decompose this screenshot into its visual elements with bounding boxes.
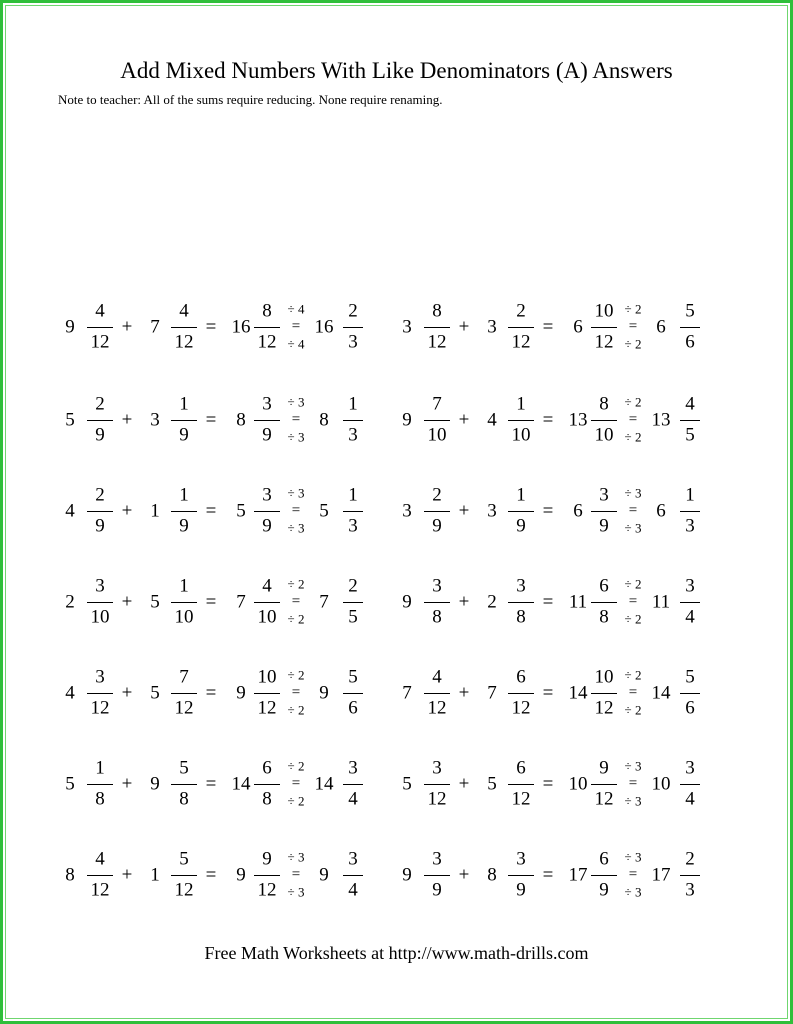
sum-whole: 14 (568, 682, 588, 704)
divisor-bottom: ÷ 4 (287, 336, 305, 352)
result-whole: 7 (319, 591, 329, 613)
equals-sign: = (205, 316, 217, 338)
addend1-denominator: 8 (95, 788, 105, 810)
divisor-top: ÷ 3 (287, 394, 305, 410)
equals-sign: = (542, 773, 554, 795)
addend1-whole: 4 (65, 500, 75, 522)
fraction-bar (508, 420, 534, 421)
addend1-whole: 7 (402, 682, 412, 704)
sum-whole: 9 (236, 682, 246, 704)
addend1-denominator: 9 (95, 515, 105, 537)
addend1-denominator: 12 (427, 788, 447, 810)
divisor-bottom: ÷ 3 (287, 520, 305, 536)
fraction-bar (254, 875, 280, 876)
fraction-bar (508, 693, 534, 694)
addend2-whole: 3 (487, 316, 497, 338)
fraction-bar (424, 693, 450, 694)
equals-sign: = (205, 591, 217, 613)
sum-whole: 9 (236, 864, 246, 886)
result-whole: 17 (651, 864, 671, 886)
addend1-numerator: 2 (432, 484, 442, 506)
divisor-top: ÷ 4 (287, 301, 305, 317)
result-denominator: 3 (348, 331, 358, 353)
equals-sign: = (542, 864, 554, 886)
sum-numerator: 3 (599, 484, 609, 506)
addend1-whole: 3 (402, 500, 412, 522)
addend2-denominator: 12 (174, 331, 194, 353)
result-whole: 6 (656, 500, 666, 522)
sum-whole: 10 (568, 773, 588, 795)
fraction-bar (680, 875, 700, 876)
result-denominator: 6 (685, 697, 695, 719)
fraction-bar (680, 784, 700, 785)
addend2-whole: 9 (150, 773, 160, 795)
addend2-numerator: 2 (516, 300, 526, 322)
fraction-bar (343, 875, 363, 876)
result-numerator: 3 (348, 757, 358, 779)
addend2-numerator: 1 (179, 393, 189, 415)
addend1-denominator: 8 (432, 606, 442, 628)
sum-whole: 13 (568, 409, 588, 431)
result-denominator: 4 (685, 606, 695, 628)
fraction-bar (424, 602, 450, 603)
page-title: Add Mixed Numbers With Like Denominators (A) Answers (120, 58, 673, 83)
equals-sign: = (205, 864, 217, 886)
fraction-bar (343, 511, 363, 512)
sum-numerator: 10 (594, 300, 614, 322)
addend2-denominator: 12 (511, 788, 531, 810)
plus-sign: + (458, 500, 470, 522)
sum-denominator: 12 (257, 697, 277, 719)
result-numerator: 2 (685, 848, 695, 870)
fraction-bar (343, 693, 363, 694)
addend2-numerator: 6 (516, 666, 526, 688)
addend2-whole: 2 (487, 591, 497, 613)
addend1-denominator: 12 (427, 697, 447, 719)
divisor-bottom: ÷ 3 (624, 793, 642, 809)
equals-sign: = (542, 591, 554, 613)
divisor-top: ÷ 2 (624, 301, 642, 317)
addend1-numerator: 4 (95, 848, 105, 870)
reduce-equals-sign: = (291, 684, 301, 701)
addend2-whole: 3 (150, 409, 160, 431)
sum-numerator: 3 (262, 484, 272, 506)
addend2-whole: 5 (487, 773, 497, 795)
sum-numerator: 3 (262, 393, 272, 415)
result-whole: 11 (651, 591, 671, 613)
fraction-bar (508, 511, 534, 512)
addend1-numerator: 2 (95, 393, 105, 415)
sum-denominator: 12 (257, 879, 277, 901)
sum-whole: 8 (236, 409, 246, 431)
fraction-bar (254, 511, 280, 512)
sum-denominator: 12 (594, 788, 614, 810)
fraction-bar (171, 420, 197, 421)
equals-sign: = (205, 409, 217, 431)
addend1-numerator: 3 (95, 575, 105, 597)
reduce-equals-sign: = (628, 775, 638, 792)
addend2-whole: 1 (150, 864, 160, 886)
reduce-equals-sign: = (628, 593, 638, 610)
reduce-equals-sign: = (628, 684, 638, 701)
equals-sign: = (542, 409, 554, 431)
sum-denominator: 12 (594, 697, 614, 719)
divisor-bottom: ÷ 3 (624, 520, 642, 536)
addend2-whole: 5 (150, 591, 160, 613)
addend2-whole: 3 (487, 500, 497, 522)
fraction-bar (424, 511, 450, 512)
result-whole: 14 (314, 773, 334, 795)
addend1-numerator: 1 (95, 757, 105, 779)
sum-denominator: 9 (599, 879, 609, 901)
result-denominator: 4 (685, 788, 695, 810)
addend2-whole: 8 (487, 864, 497, 886)
addend1-whole: 5 (402, 773, 412, 795)
addend2-numerator: 4 (179, 300, 189, 322)
result-whole: 10 (651, 773, 671, 795)
fraction-bar (680, 602, 700, 603)
fraction-bar (87, 784, 113, 785)
fraction-bar (591, 327, 617, 328)
sum-numerator: 6 (599, 848, 609, 870)
result-denominator: 4 (348, 788, 358, 810)
fraction-bar (508, 327, 534, 328)
addend1-denominator: 10 (427, 424, 447, 446)
addend2-denominator: 12 (511, 697, 531, 719)
addend1-whole: 9 (65, 316, 75, 338)
fraction-bar (171, 693, 197, 694)
addend1-whole: 9 (402, 591, 412, 613)
sum-denominator: 8 (262, 788, 272, 810)
addend2-denominator: 12 (511, 331, 531, 353)
divisor-top: ÷ 3 (287, 485, 305, 501)
addend1-denominator: 9 (432, 879, 442, 901)
result-denominator: 6 (685, 331, 695, 353)
addend2-whole: 7 (150, 316, 160, 338)
fraction-bar (591, 875, 617, 876)
result-whole: 8 (319, 409, 329, 431)
plus-sign: + (121, 500, 133, 522)
sum-numerator: 9 (599, 757, 609, 779)
divisor-bottom: ÷ 3 (624, 884, 642, 900)
result-denominator: 4 (348, 879, 358, 901)
fraction-bar (87, 875, 113, 876)
divisor-bottom: ÷ 2 (624, 336, 642, 352)
fraction-bar (87, 602, 113, 603)
reduce-equals-sign: = (628, 866, 638, 883)
divisor-top: ÷ 2 (287, 667, 305, 683)
sum-numerator: 6 (262, 757, 272, 779)
fraction-bar (254, 784, 280, 785)
fraction-bar (424, 784, 450, 785)
sum-numerator: 10 (594, 666, 614, 688)
addend2-denominator: 12 (174, 879, 194, 901)
sum-whole: 6 (573, 500, 583, 522)
addend2-numerator: 1 (516, 393, 526, 415)
plus-sign: + (458, 773, 470, 795)
reduce-equals-sign: = (291, 502, 301, 519)
fraction-bar (343, 784, 363, 785)
reduce-equals-sign: = (291, 593, 301, 610)
addend1-numerator: 3 (432, 848, 442, 870)
plus-sign: + (458, 316, 470, 338)
teacher-note: Note to teacher: All of the sums require reducing. None require renaming. (58, 92, 443, 107)
footer-text: Free Math Worksheets at http://www.math-drills.com (204, 943, 589, 963)
reduce-equals-sign: = (291, 318, 301, 335)
plus-sign: + (458, 591, 470, 613)
equals-sign: = (542, 682, 554, 704)
divisor-top: ÷ 2 (287, 576, 305, 592)
sum-denominator: 10 (257, 606, 277, 628)
fraction-bar (508, 784, 534, 785)
result-numerator: 2 (348, 575, 358, 597)
plus-sign: + (458, 409, 470, 431)
addend2-denominator: 10 (174, 606, 194, 628)
reduce-equals-sign: = (628, 318, 638, 335)
fraction-bar (424, 327, 450, 328)
addend1-denominator: 12 (427, 331, 447, 353)
reduce-equals-sign: = (291, 866, 301, 883)
fraction-bar (591, 420, 617, 421)
sum-denominator: 12 (594, 331, 614, 353)
addend1-numerator: 4 (432, 666, 442, 688)
addend2-numerator: 5 (179, 757, 189, 779)
result-denominator: 5 (685, 424, 695, 446)
divisor-top: ÷ 3 (287, 849, 305, 865)
divisor-bottom: ÷ 3 (287, 884, 305, 900)
fraction-bar (171, 511, 197, 512)
result-denominator: 5 (348, 606, 358, 628)
addend1-numerator: 8 (432, 300, 442, 322)
addend1-denominator: 9 (432, 515, 442, 537)
sum-numerator: 9 (262, 848, 272, 870)
plus-sign: + (458, 864, 470, 886)
reduce-equals-sign: = (628, 411, 638, 428)
equals-sign: = (542, 500, 554, 522)
addend2-denominator: 9 (516, 515, 526, 537)
fraction-bar (508, 875, 534, 876)
addend1-whole: 8 (65, 864, 75, 886)
fraction-bar (424, 875, 450, 876)
fraction-bar (343, 327, 363, 328)
reduce-equals-sign: = (291, 411, 301, 428)
result-whole: 14 (651, 682, 671, 704)
result-numerator: 3 (685, 575, 695, 597)
sum-numerator: 10 (257, 666, 277, 688)
addend2-numerator: 7 (179, 666, 189, 688)
addend1-denominator: 10 (90, 606, 110, 628)
fraction-bar (680, 511, 700, 512)
fraction-bar (680, 327, 700, 328)
result-denominator: 3 (685, 879, 695, 901)
fraction-bar (591, 511, 617, 512)
result-numerator: 1 (685, 484, 695, 506)
fraction-bar (87, 327, 113, 328)
plus-sign: + (121, 409, 133, 431)
result-denominator: 3 (685, 515, 695, 537)
addend2-denominator: 8 (179, 788, 189, 810)
equals-sign: = (205, 682, 217, 704)
addend1-whole: 9 (402, 864, 412, 886)
addend1-numerator: 3 (95, 666, 105, 688)
plus-sign: + (121, 682, 133, 704)
divisor-bottom: ÷ 2 (287, 611, 305, 627)
result-whole: 9 (319, 682, 329, 704)
fraction-bar (680, 420, 700, 421)
fraction-bar (424, 420, 450, 421)
divisor-top: ÷ 3 (624, 849, 642, 865)
divisor-top: ÷ 3 (624, 485, 642, 501)
addend2-numerator: 1 (179, 484, 189, 506)
fraction-bar (87, 420, 113, 421)
fraction-bar (254, 602, 280, 603)
sum-whole: 16 (231, 316, 251, 338)
divisor-bottom: ÷ 2 (624, 429, 642, 445)
equals-sign: = (205, 773, 217, 795)
divisor-top: ÷ 2 (624, 576, 642, 592)
addend1-numerator: 3 (432, 575, 442, 597)
divisor-top: ÷ 2 (287, 758, 305, 774)
sum-numerator: 8 (599, 393, 609, 415)
addend1-whole: 4 (65, 682, 75, 704)
sum-denominator: 12 (257, 331, 277, 353)
divisor-top: ÷ 2 (624, 667, 642, 683)
reduce-equals-sign: = (628, 502, 638, 519)
sum-denominator: 9 (262, 515, 272, 537)
equals-sign: = (205, 500, 217, 522)
plus-sign: + (458, 682, 470, 704)
addend1-denominator: 12 (90, 331, 110, 353)
addend2-denominator: 12 (174, 697, 194, 719)
addend2-denominator: 9 (516, 879, 526, 901)
sum-whole: 7 (236, 591, 246, 613)
sum-denominator: 8 (599, 606, 609, 628)
addend1-whole: 3 (402, 316, 412, 338)
sum-whole: 5 (236, 500, 246, 522)
fraction-bar (680, 693, 700, 694)
sum-numerator: 4 (262, 575, 272, 597)
fraction-bar (171, 784, 197, 785)
divisor-bottom: ÷ 3 (287, 429, 305, 445)
result-numerator: 2 (348, 300, 358, 322)
addend1-whole: 2 (65, 591, 75, 613)
fraction-bar (171, 602, 197, 603)
fraction-bar (591, 602, 617, 603)
sum-denominator: 9 (599, 515, 609, 537)
reduce-equals-sign: = (291, 775, 301, 792)
addend2-numerator: 6 (516, 757, 526, 779)
divisor-top: ÷ 2 (624, 394, 642, 410)
addend1-whole: 5 (65, 409, 75, 431)
sum-numerator: 6 (599, 575, 609, 597)
fraction-bar (591, 693, 617, 694)
fraction-bar (254, 327, 280, 328)
plus-sign: + (121, 591, 133, 613)
divisor-top: ÷ 3 (624, 758, 642, 774)
plus-sign: + (121, 773, 133, 795)
divisor-bottom: ÷ 2 (287, 702, 305, 718)
addend1-denominator: 9 (95, 424, 105, 446)
divisor-bottom: ÷ 2 (624, 702, 642, 718)
addend2-numerator: 1 (516, 484, 526, 506)
addend2-denominator: 10 (511, 424, 531, 446)
result-whole: 9 (319, 864, 329, 886)
addend1-denominator: 12 (90, 697, 110, 719)
addend1-numerator: 7 (432, 393, 442, 415)
result-denominator: 3 (348, 515, 358, 537)
addend1-denominator: 12 (90, 879, 110, 901)
result-numerator: 3 (348, 848, 358, 870)
result-numerator: 1 (348, 484, 358, 506)
equals-sign: = (542, 316, 554, 338)
result-whole: 13 (651, 409, 671, 431)
addend2-numerator: 3 (516, 575, 526, 597)
addend1-numerator: 3 (432, 757, 442, 779)
result-numerator: 1 (348, 393, 358, 415)
addend1-numerator: 2 (95, 484, 105, 506)
plus-sign: + (121, 316, 133, 338)
result-numerator: 3 (685, 757, 695, 779)
addend2-numerator: 5 (179, 848, 189, 870)
fraction-bar (171, 327, 197, 328)
fraction-bar (254, 420, 280, 421)
result-numerator: 4 (685, 393, 695, 415)
fraction-bar (508, 602, 534, 603)
addend2-numerator: 3 (516, 848, 526, 870)
result-whole: 16 (314, 316, 334, 338)
sum-denominator: 10 (594, 424, 614, 446)
addend2-denominator: 9 (179, 515, 189, 537)
divisor-bottom: ÷ 2 (287, 793, 305, 809)
sum-denominator: 9 (262, 424, 272, 446)
fraction-bar (171, 875, 197, 876)
addend2-whole: 5 (150, 682, 160, 704)
divisor-bottom: ÷ 2 (624, 611, 642, 627)
result-denominator: 3 (348, 424, 358, 446)
addend2-whole: 7 (487, 682, 497, 704)
addend2-whole: 4 (487, 409, 497, 431)
fraction-bar (254, 693, 280, 694)
sum-numerator: 8 (262, 300, 272, 322)
sum-whole: 11 (568, 591, 588, 613)
fraction-bar (343, 420, 363, 421)
fraction-bar (87, 693, 113, 694)
addend2-whole: 1 (150, 500, 160, 522)
result-denominator: 6 (348, 697, 358, 719)
result-whole: 5 (319, 500, 329, 522)
fraction-bar (591, 784, 617, 785)
addend2-numerator: 1 (179, 575, 189, 597)
sum-whole: 17 (568, 864, 588, 886)
result-numerator: 5 (685, 300, 695, 322)
addend1-whole: 5 (65, 773, 75, 795)
plus-sign: + (121, 864, 133, 886)
addend1-whole: 9 (402, 409, 412, 431)
fraction-bar (87, 511, 113, 512)
fraction-bar (343, 602, 363, 603)
sum-whole: 6 (573, 316, 583, 338)
sum-whole: 14 (231, 773, 251, 795)
result-whole: 6 (656, 316, 666, 338)
addend2-denominator: 8 (516, 606, 526, 628)
result-numerator: 5 (685, 666, 695, 688)
addend1-numerator: 4 (95, 300, 105, 322)
addend2-denominator: 9 (179, 424, 189, 446)
result-numerator: 5 (348, 666, 358, 688)
